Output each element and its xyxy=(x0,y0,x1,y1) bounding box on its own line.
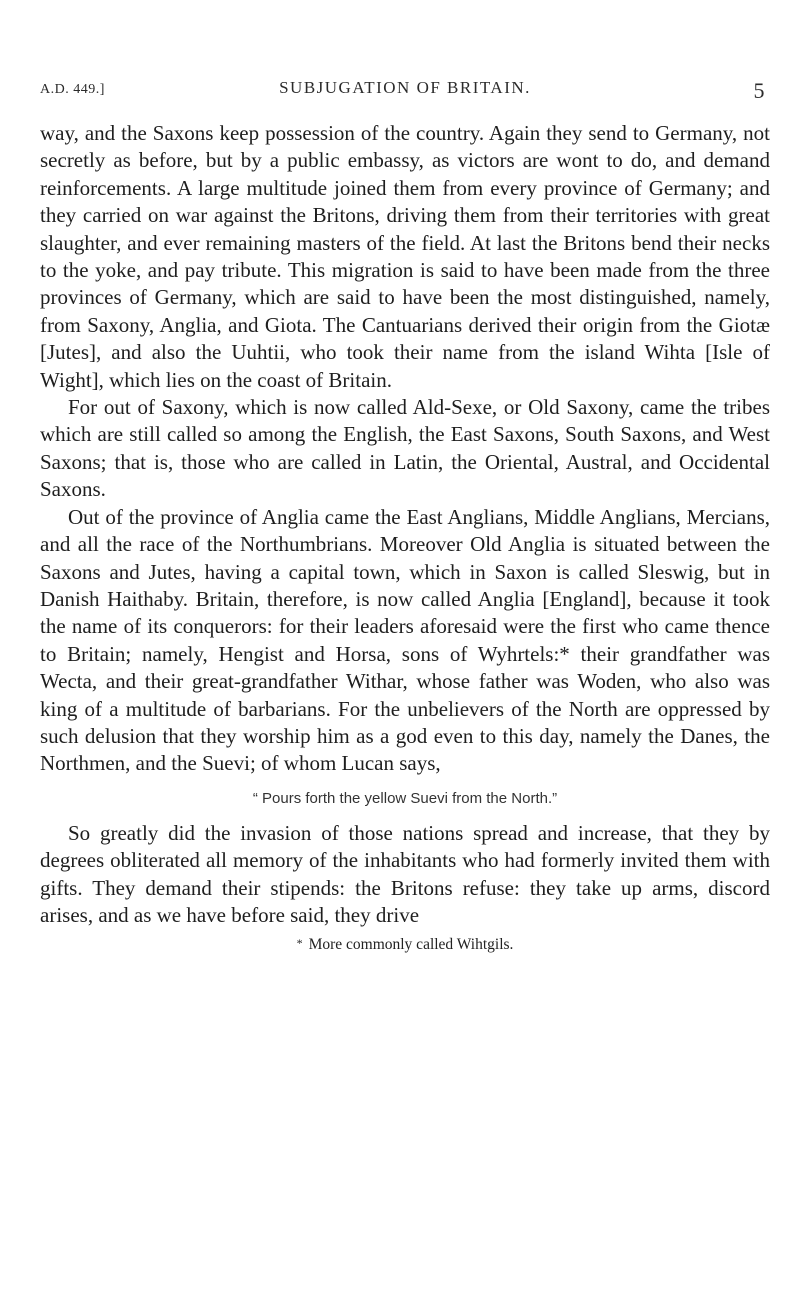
block-quote: “ Pours forth the yellow Suevi from the North.” xyxy=(252,789,558,807)
paragraph-2: For out of Saxony, which is now called Ald-Sexe, or Old Saxony, came the tribes which are still called so among the English, the East Saxons, South Saxons, and West Saxons; that is, those who are called in Latin, the Oriental, Austral, and Occidental Saxons. xyxy=(40,395,770,502)
header-date: A.D. 449.] xyxy=(40,82,105,97)
running-header xyxy=(40,78,770,104)
footnote-text: More commonly called Wihtgils. xyxy=(308,936,514,954)
paragraph-4: So greatly did the invasion of those nations spread and increase, that they by degrees obliterated all memory of the inhabitants who had formerly invited them with gifts. They demand their stipends: the Britons refuse: they take up arms, discord arises, and as we have before said, they drive xyxy=(40,820,770,927)
footnote xyxy=(40,931,770,957)
paragraph-1: way, and the Saxons keep possession of the country. Again they send to Germany, not secretly as before, but by a public embassy, as victors are wont to do, and demand reinforcements. A large multitude joined them from every province of Germany; and they carried on war against the Britons, driving them from their territories with great slaughter, and ever remaining masters of the field. At last the Britons bend their necks to the yoke, and pay tribute. This migration is said to have been made from the three provinces of Germany, which are said to have been the most distinguished, namely, from Saxony, Anglia, and Giota. The Cantuarians derived their origin from the Giotæ [Jutes], and also the Uuhtii, who took their name from the island Wihta [Isle of Wight], which lies on the coast of Britain. xyxy=(40,121,770,392)
body-text xyxy=(40,120,770,957)
header-title: SUBJUGATION OF BRITAIN. xyxy=(279,78,531,97)
paragraph-3: Out of the province of Anglia came the East Anglians, Middle Anglians, Mercians, and all the race of the Northumbrians. Moreover Old Anglia is situated between the Saxons and Jutes, having a capital town, which in Saxon is called Sleswig, but in Danish Haithaby. Britain, therefore, is now called Anglia [England], because it took the name of its conquerors: for their leaders aforesaid were the first who came thence to Britain; namely, Hengist and Horsa, sons of Wyhrtels:* their grandfather was Wecta, and their great-grandfather Withar, whose father was Woden, who also was king of a multitude of barbarians. For the unbelievers of the North are oppressed by such delusion that they worship him as a god even to this day, namely the Danes, the Northmen, and the Suevi; of whom Lucan says, xyxy=(40,504,770,776)
page-number: 5 xyxy=(753,78,766,103)
footnote-marker: * xyxy=(296,936,303,951)
